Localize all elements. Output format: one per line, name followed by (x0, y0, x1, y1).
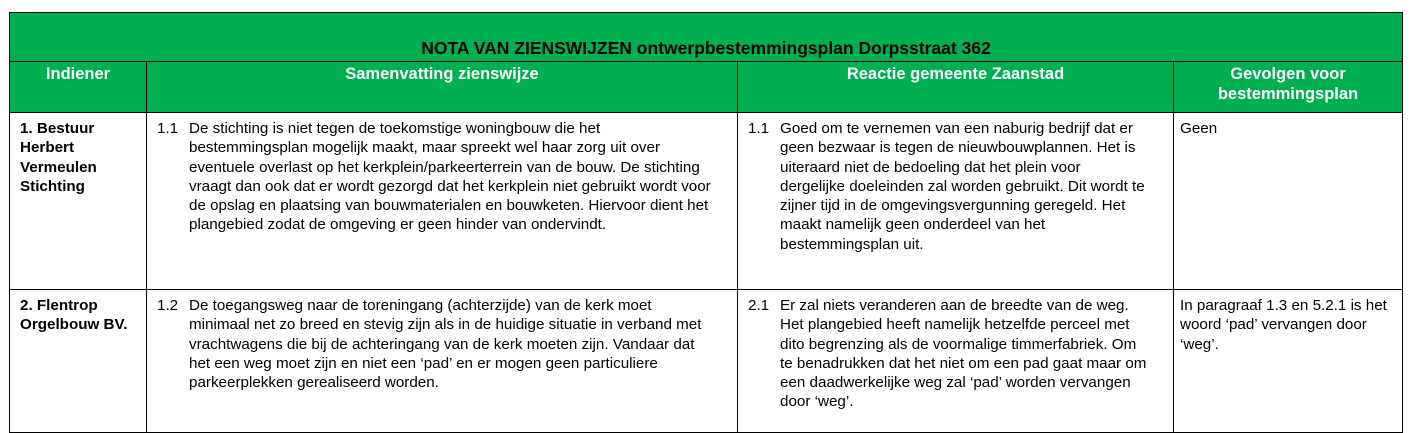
reactie-number: 2.1 (748, 297, 770, 314)
samenvatting-number: 1.2 (157, 297, 179, 314)
header-indiener: Indiener (10, 62, 147, 113)
document-title: NOTA VAN ZIENSWIJZEN ontwerpbestemmingsplan Dorpsstraat 362 (10, 13, 1403, 62)
header-gevolgen: Gevolgen voor bestemmingsplan (1174, 62, 1403, 113)
samenvatting-cell (147, 290, 738, 433)
samenvatting-text: De toegangsweg naar de toreningang (achterzijde) van de kerk moet minimaal net zo breed en stevig zijn als in de huidige situatie in verband met vrachtwagens die bij de achteringang van de kerk moeten zijn. Vandaar dat het een weg moet zijn en niet een ‘pad’ en er mogen geen particuliere parkeerplekken gerealiseerd worden. (189, 297, 702, 392)
zienswijzen-table (9, 12, 1403, 433)
indiener-cell: 1. Bestuur Herbert Vermeulen Stichting (10, 113, 147, 290)
samenvatting-text: De stichting is niet tegen de toekomstige woningbouw die het bestemmingsplan mogelijk maakt, maar spreekt wel haar zorg uit over eventuele overlast op het kerkplein/parkeerterrein van de bouw. De stichting vraagt dan ook dat er wordt gezorgd dat het kerkplein niet gebruikt wordt voor de opslag en plaatsing van bouwmaterialen en bouwketen. Hiervoor dient het plangebied zodat de omgeving er geen hinder van ondervindt. (189, 120, 711, 234)
gevolgen-cell: In paragraaf 1.3 en 5.2.1 is het woord ‘pad’ vervangen door ‘weg’. (1174, 290, 1403, 433)
reactie-text: Er zal niets veranderen aan de breedte van de weg. Het plangebied heeft namelijk hetzelfde perceel met dito begrenzing als de voormalige timmerfabriek. Om te benadrukken dat het niet om een pad gaat maar om een daadwerkelijke weg zal ‘pad’ worden vervangen door ‘weg’. (780, 297, 1147, 411)
samenvatting-cell (147, 113, 738, 290)
reactie-cell (738, 290, 1174, 433)
document (9, 12, 1402, 433)
title-row (10, 13, 1403, 62)
reactie-cell (738, 113, 1174, 290)
reactie-number: 1.1 (748, 120, 770, 137)
table-row (10, 113, 1403, 290)
table-row (10, 290, 1403, 433)
samenvatting-number: 1.1 (157, 120, 179, 137)
reactie-text: Goed om te vernemen van een naburig bedrijf dat er geen bezwaar is tegen de nieuwbouwplannen. Het is uiteraard niet de bedoeling dat het plein voor dergelijke doeleinden zal worden gebruikt. Dit wordt te zijner tijd in de omgevingsvergunning geregeld. Het maakt namelijk geen onderdeel van het bestemmingsplan uit. (780, 120, 1145, 253)
gevolgen-cell: Geen (1174, 113, 1403, 290)
header-reactie: Reactie gemeente Zaanstad (738, 62, 1174, 113)
indiener-cell: 2. Flentrop Orgelbouw BV. (10, 290, 147, 433)
header-samenvatting: Samenvatting zienswijze (147, 62, 738, 113)
header-row (10, 62, 1403, 113)
